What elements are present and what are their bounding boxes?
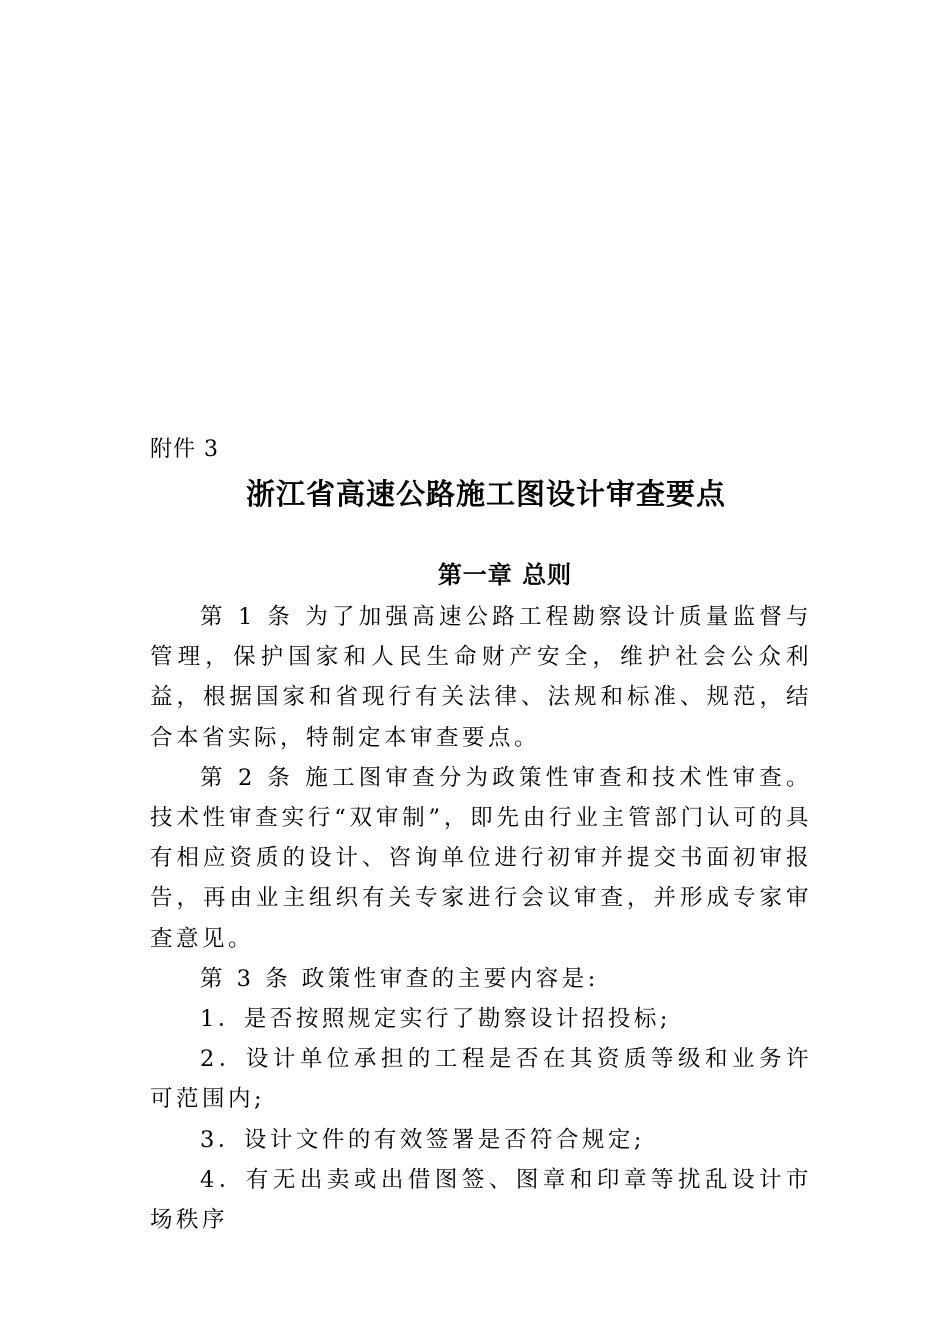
article-3-paragraph: 第 3 条 政策性审查的主要内容是: — [200, 965, 599, 992]
list-item-3: 3．设计文件的有效签署是否符合规定; — [200, 1126, 645, 1153]
document-title: 浙江省高速公路施工图设计审查要点 — [245, 477, 726, 511]
article-2-paragraph: 第 2 条 施工图审查分为政策性审查和技术性审查。技术性审查实行“双审制”，即先由行业主管部门认可的具有相应资质的设计、咨询单位进行初审并提交书面初审报告，再由业主组织有关专家进行会议审查，并形成专家审查意见。 — [150, 764, 812, 952]
body-text — [150, 597, 812, 1240]
chapter-heading: 第一章 总则 — [437, 561, 573, 589]
list-item-2: 2．设计单位承担的工程是否在其资质等级和业务许可范围内; — [150, 1046, 812, 1113]
attachment-label: 附件 3 — [150, 437, 219, 462]
list-item-1: 1．是否按照规定实行了勘察设计招投标; — [200, 1006, 671, 1033]
article-1-paragraph: 第 1 条 为了加强高速公路工程勘察设计质量监督与管理，保护国家和人民生命财产安全，维护社会公众利益，根据国家和省现行有关法律、法规和标准、规范，结合本省实际，特制定本审查要点。 — [150, 604, 812, 751]
list-item-4: 4．有无出卖或出借图签、图章和印章等扰乱设计市场秩序 — [150, 1166, 812, 1234]
